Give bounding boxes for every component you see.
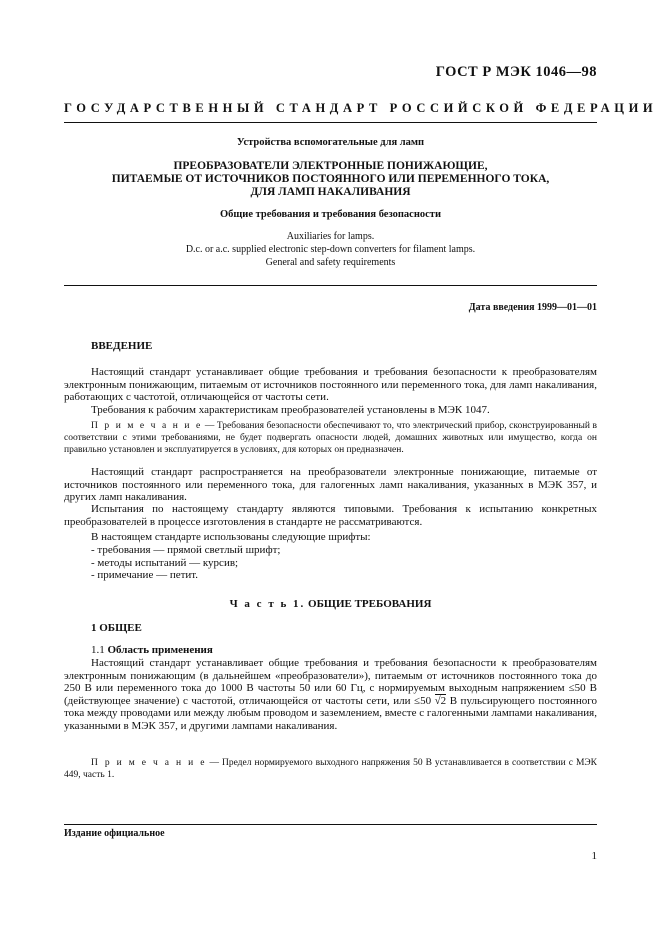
part-1-label: Ч а с т ь 1. — [229, 598, 306, 610]
note-label: П р и м е ч а н и е — [91, 758, 207, 768]
section-1-heading: 1 ОБЩЕЕ — [91, 622, 142, 634]
intro-paragraph-3: Настоящий стандарт распространяется на преобразователи электронные понижающие, питаемые от источников постоянного или переменного тока, для галогенных ламп накаливания, указанных в МЭК 357, и других ламп накаливания. — [64, 466, 597, 503]
introduction-date: Дата введения 1999—01—01 — [468, 302, 597, 313]
english-title-line-1: Auxiliaries for lamps. — [286, 231, 375, 242]
scope-text-part-2: В пульсирующего постоянного тока между проводами или между любым проводом и заземлением, вместе с галогенными лампами накаливания, указанными в МЭК 357, и другими лампами накаливания. — [64, 694, 597, 732]
footer-divider — [64, 824, 597, 825]
subsection-number: 1.1 — [91, 644, 105, 656]
note-text: — Требования безопасности обеспечивают то, что электрический прибор, сконструированный в соответствии с этими требованиями, не будет подвергать опасности людей, домашних животных или имущество, когда он правильно установлен и эксплуатируется в условиях, для которых он предназначен. — [64, 421, 597, 455]
intro-paragraph-2: Требования к рабочим характеристикам преобразователей установлены в МЭК 1047. — [91, 404, 490, 416]
subsection-1-1-heading — [91, 644, 213, 656]
list-item: - требования — прямой светлый шрифт; — [91, 544, 281, 556]
part-1-heading — [64, 598, 597, 610]
note-label: П р и м е ч а н и е — [91, 421, 203, 431]
top-divider — [64, 122, 597, 123]
list-item: - методы испытаний — курсив; — [91, 556, 239, 569]
standard-number: ГОСТ Р МЭК 1046—98 — [435, 64, 597, 80]
english-title — [64, 230, 597, 269]
part-1-title: ОБЩИЕ ТРЕБОВАНИЯ — [308, 598, 432, 610]
english-title-line-3: General and safety requirements — [265, 257, 396, 268]
main-title-line-3: ДЛЯ ЛАМП НАКАЛИВАНИЯ — [250, 186, 411, 198]
main-title-line-1: ПРЕОБРАЗОВАТЕЛИ ЭЛЕКТРОННЫЕ ПОНИЖАЮЩИЕ, — [173, 160, 488, 172]
intro-paragraph-1: Настоящий стандарт устанавливает общие требования и требования безопасности к преобразователям электронным понижающим, питаемым от источников постоянного или переменного тока, для ламп накаливания, работающих с частотой, отличающейся от частоты сети. — [64, 366, 597, 403]
intro-paragraph-5: В настоящем стандарте использованы следующие шрифты: — [91, 531, 371, 543]
official-edition-label: Издание официальное — [64, 828, 165, 839]
note-text: — Предел нормируемого выходного напряжения 50 В устанавливается в соответствии с МЭК 449, часть 1. — [64, 758, 598, 780]
english-title-line-2: D.c. or a.c. supplied electronic step-down converters for filament lamps. — [185, 244, 476, 255]
subsection-title: Область применения — [107, 644, 213, 656]
list-item: - примечание — петит. — [91, 569, 199, 581]
section-1-note — [64, 757, 597, 781]
title-divider — [64, 285, 597, 286]
page-number: 1 — [591, 850, 597, 862]
introduction-heading: ВВЕДЕНИЕ — [91, 340, 153, 352]
fonts-list — [91, 544, 280, 582]
subtitle: Общие требования и требования безопасности — [219, 209, 442, 220]
subcategory-title: Устройства вспомогательные для ламп — [236, 137, 425, 148]
scope-text-part-1: Настоящий стандарт устанавливает общие требования и требования безопасности к преобразователям электронным понижающим (в дальнейшем «преобразователи»), питаемым от источников постоянного тока до 250 В или переменного тока до 1000 В частоты 50 или 60 Гц, с нормируемым выходным напряжением ≤50 В (действующее значение) с частотой, отличающейся от частоты сети, или ≤50 — [64, 657, 597, 707]
intro-note — [64, 420, 597, 456]
section-1-paragraph — [64, 657, 597, 732]
main-title-line-2: ПИТАЕМЫЕ ОТ ИСТОЧНИКОВ ПОСТОЯННОГО ИЛИ ПЕРЕМЕННОГО ТОКА, — [111, 173, 550, 185]
sqrt-symbol: √2 — [434, 694, 447, 707]
main-title — [64, 160, 597, 199]
state-standard-banner: ГОСУДАРСТВЕННЫЙ СТАНДАРТ РОССИЙСКОЙ ФЕДЕРАЦИИ — [64, 101, 658, 115]
intro-paragraph-4: Испытания по настоящему стандарту являются типовыми. Требования к испытанию конкретных преобразователей в процессе изготовления в стандарте не рассматриваются. — [64, 503, 597, 528]
